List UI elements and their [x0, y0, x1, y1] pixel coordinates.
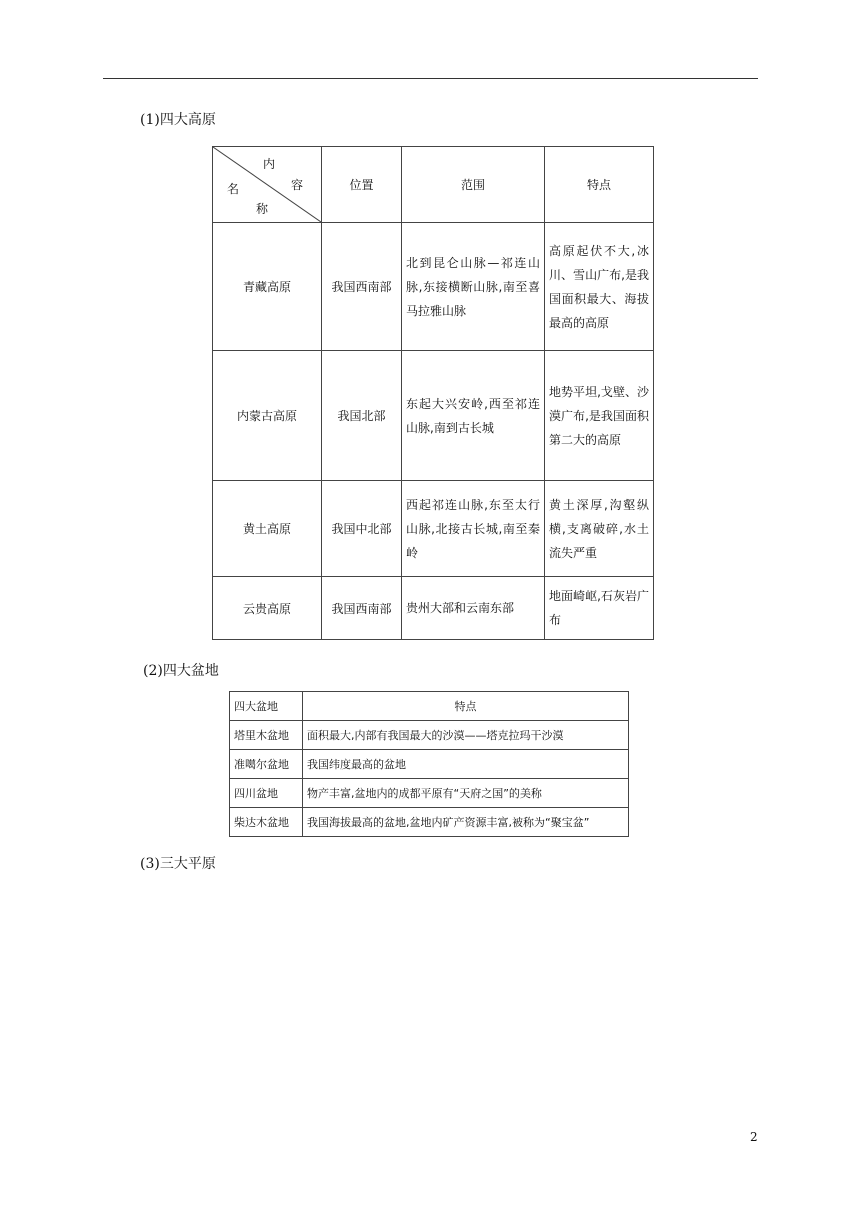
diag-label-left: 名 — [227, 182, 240, 196]
diag-label-top: 内 — [263, 157, 276, 171]
header-basin-name: 四大盆地 — [230, 692, 303, 721]
basin-features: 物产丰富,盆地内的成都平原有“天府之国”的美称 — [303, 779, 629, 808]
table-header-row — [213, 147, 654, 223]
basin-features: 我国海拔最高的盆地,盆地内矿产资源丰富,被称为“聚宝盆” — [303, 808, 629, 837]
table-row — [230, 779, 629, 808]
table-row — [213, 351, 654, 481]
plateau-name: 青藏高原 — [213, 223, 322, 351]
plateau-position: 我国中北部 — [322, 481, 402, 577]
heading-four-basins: (2)四大盆地 — [143, 663, 219, 679]
table-row — [213, 223, 654, 351]
plateau-position: 我国西南部 — [322, 577, 402, 640]
plateau-range: 西起祁连山脉,东至太行山脉,北接古长城,南至秦岭 — [402, 481, 545, 577]
basin-features: 面积最大,内部有我国最大的沙漠——塔克拉玛干沙漠 — [303, 721, 629, 750]
heading-four-plateaus: (1)四大高原 — [140, 112, 216, 128]
plateau-name: 黄土高原 — [213, 481, 322, 577]
header-basin-features: 特点 — [303, 692, 629, 721]
diag-label-right: 容 — [291, 178, 304, 192]
plateau-features: 地势平坦,戈壁、沙漠广布,是我国面积第二大的高原 — [545, 351, 654, 481]
plateau-range: 东起大兴安岭,西至祁连山脉,南到古长城 — [402, 351, 545, 481]
basin-name: 准噶尔盆地 — [230, 750, 303, 779]
plateau-position: 我国西南部 — [322, 223, 402, 351]
basin-name: 柴达木盆地 — [230, 808, 303, 837]
diagonal-header-cell — [213, 147, 322, 223]
basin-features: 我国纬度最高的盆地 — [303, 750, 629, 779]
plateau-features: 黄土深厚,沟壑纵横,支离破碎,水土流失严重 — [545, 481, 654, 577]
header-rule — [103, 78, 758, 79]
header-position: 位置 — [322, 147, 402, 223]
plateau-features: 地面崎岖,石灰岩广布 — [545, 577, 654, 640]
plateau-position: 我国北部 — [322, 351, 402, 481]
table-row — [213, 577, 654, 640]
heading-three-plains: (3)三大平原 — [140, 856, 216, 872]
plateau-name: 内蒙古高原 — [213, 351, 322, 481]
diag-label-bottom: 称 — [256, 202, 269, 216]
table-header-row — [230, 692, 629, 721]
plateau-range: 贵州大部和云南东部 — [402, 577, 545, 640]
page-number: 2 — [750, 1130, 758, 1144]
plateau-name: 云贵高原 — [213, 577, 322, 640]
plateau-range: 北到昆仑山脉—祁连山脉,东接横断山脉,南至喜马拉雅山脉 — [402, 223, 545, 351]
table-row — [230, 808, 629, 837]
table-row — [230, 750, 629, 779]
header-range: 范围 — [402, 147, 545, 223]
header-features: 特点 — [545, 147, 654, 223]
basin-table — [229, 691, 629, 837]
plateau-table — [212, 146, 654, 640]
table-row — [213, 481, 654, 577]
table-row — [230, 721, 629, 750]
basin-name: 塔里木盆地 — [230, 721, 303, 750]
basin-name: 四川盆地 — [230, 779, 303, 808]
plateau-features: 高原起伏不大,冰川、雪山广布,是我国面积最大、海拔最高的高原 — [545, 223, 654, 351]
